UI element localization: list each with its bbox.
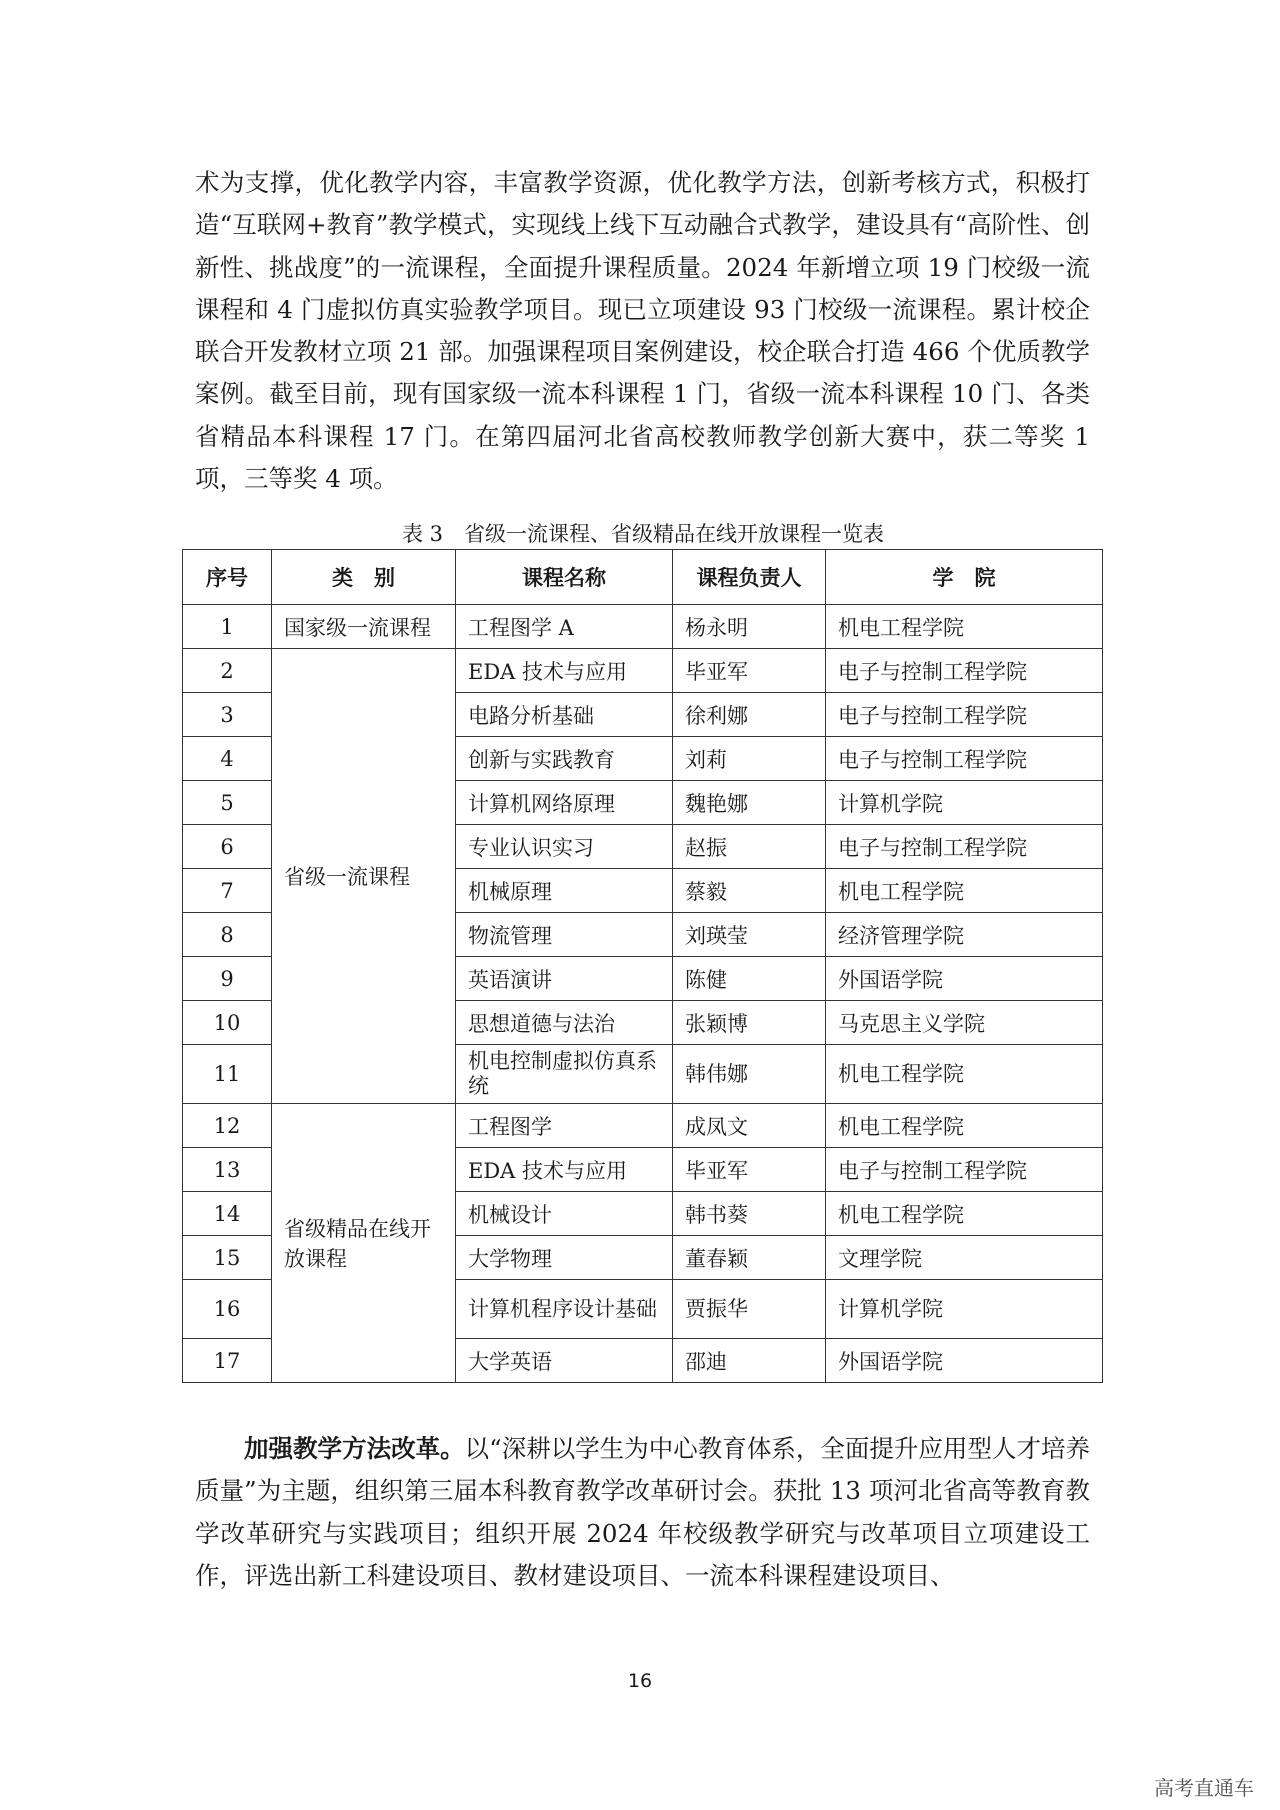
course-cell: 计算机程序设计基础 bbox=[456, 1280, 673, 1339]
college-cell: 电子与控制工程学院 bbox=[826, 693, 1103, 737]
course-cell: 大学英语 bbox=[456, 1339, 673, 1383]
category-cell: 省级精品在线开放课程 bbox=[272, 1104, 456, 1383]
owner-cell: 徐利娜 bbox=[673, 693, 826, 737]
category-cell: 国家级一流课程 bbox=[272, 605, 456, 649]
reform-paragraph bbox=[195, 1428, 1090, 1597]
header-owner: 课程负责人 bbox=[673, 550, 826, 605]
course-cell: EDA 技术与应用 bbox=[456, 649, 673, 693]
row-index: 1 bbox=[183, 605, 272, 649]
college-cell: 马克思主义学院 bbox=[826, 1001, 1103, 1045]
owner-cell: 杨永明 bbox=[673, 605, 826, 649]
header-course: 课程名称 bbox=[456, 550, 673, 605]
course-cell: 工程图学 A bbox=[456, 605, 673, 649]
row-index: 14 bbox=[183, 1192, 272, 1236]
college-cell: 机电工程学院 bbox=[826, 1192, 1103, 1236]
category-cell: 省级一流课程 bbox=[272, 649, 456, 1104]
course-cell: 电路分析基础 bbox=[456, 693, 673, 737]
reform-lead: 加强教学方法改革。 bbox=[244, 1434, 465, 1463]
table-caption: 表 3 省级一流课程、省级精品在线开放课程一览表 bbox=[401, 522, 885, 546]
college-cell: 机电工程学院 bbox=[826, 605, 1103, 649]
course-cell: 大学物理 bbox=[456, 1236, 673, 1280]
college-cell: 计算机学院 bbox=[826, 1280, 1103, 1339]
college-cell: 文理学院 bbox=[826, 1236, 1103, 1280]
course-cell: 机电控制虚拟仿真系统 bbox=[456, 1045, 673, 1104]
college-cell: 电子与控制工程学院 bbox=[826, 1148, 1103, 1192]
header-category: 类 别 bbox=[272, 550, 456, 605]
row-index: 10 bbox=[183, 1001, 272, 1045]
row-index: 8 bbox=[183, 913, 272, 957]
owner-cell: 张颖博 bbox=[673, 1001, 826, 1045]
row-index: 17 bbox=[183, 1339, 272, 1383]
college-cell: 电子与控制工程学院 bbox=[826, 649, 1103, 693]
row-index: 13 bbox=[183, 1148, 272, 1192]
row-index: 12 bbox=[183, 1104, 272, 1148]
table-row bbox=[183, 605, 1103, 649]
college-cell: 外国语学院 bbox=[826, 1339, 1103, 1383]
table-row bbox=[183, 1104, 1103, 1148]
owner-cell: 邵迪 bbox=[673, 1339, 826, 1383]
course-cell: 机械原理 bbox=[456, 869, 673, 913]
owner-cell: 贾振华 bbox=[673, 1280, 826, 1339]
owner-cell: 刘莉 bbox=[673, 737, 826, 781]
row-index: 3 bbox=[183, 693, 272, 737]
course-cell: 创新与实践教育 bbox=[456, 737, 673, 781]
owner-cell: 刘瑛莹 bbox=[673, 913, 826, 957]
row-index: 2 bbox=[183, 649, 272, 693]
intro-paragraph: 术为支撑，优化教学内容，丰富教学资源，优化教学方法，创新考核方式，积极打造“互联网+教育”教学模式，实现线上线下互动融合式教学，建设具有“高阶性、创新性、挑战度”的一流课程，全面提升课程质量。2024 年新增立项 19 门校级一流课程和 4 门虚拟仿真实验教学项目。现已立项建设 93 门校级一流课程。累计校企联合开发教材立项 21 部。加强课程项目案例建设，校企联合打造 466 个优质教学案例。截至目前，现有国家级一流本科课程 1 门，省级一流本科课程 10 门、各类省精品本科课程 17 门。在第四届河北省高校教师教学创新大赛中，获二等奖 1 项，三等奖 4 项。 bbox=[195, 168, 1090, 494]
college-cell: 机电工程学院 bbox=[826, 869, 1103, 913]
table-row bbox=[183, 649, 1103, 693]
owner-cell: 韩书葵 bbox=[673, 1192, 826, 1236]
college-cell: 机电工程学院 bbox=[826, 1104, 1103, 1148]
row-index: 9 bbox=[183, 957, 272, 1001]
college-cell: 经济管理学院 bbox=[826, 913, 1103, 957]
course-cell: EDA 技术与应用 bbox=[456, 1148, 673, 1192]
row-index: 7 bbox=[183, 869, 272, 913]
owner-cell: 魏艳娜 bbox=[673, 781, 826, 825]
row-index: 5 bbox=[183, 781, 272, 825]
reform-body: 以“深耕以学生为中心教育体系，全面提升应用型人才培养质量”为主题，组织第三届本科教育教学改革研讨会。获批 13 项河北省高等教育教学改革研究与实践项目；组织开展 2024 年校级教学研究与改革项目立项建设工作，评选出新工科建设项目、教材建设项目、一流本科课程建设项目、 bbox=[195, 1434, 1090, 1590]
owner-cell: 毕亚军 bbox=[673, 1148, 826, 1192]
owner-cell: 毕亚军 bbox=[673, 649, 826, 693]
course-table bbox=[182, 549, 1103, 1383]
owner-cell: 陈健 bbox=[673, 957, 826, 1001]
college-cell: 电子与控制工程学院 bbox=[826, 737, 1103, 781]
row-index: 6 bbox=[183, 825, 272, 869]
course-cell: 思想道德与法治 bbox=[456, 1001, 673, 1045]
owner-cell: 韩伟娜 bbox=[673, 1045, 826, 1104]
page-number: 16 bbox=[627, 1670, 653, 1692]
owner-cell: 董春颖 bbox=[673, 1236, 826, 1280]
owner-cell: 成凤文 bbox=[673, 1104, 826, 1148]
course-cell: 机械设计 bbox=[456, 1192, 673, 1236]
owner-cell: 蔡毅 bbox=[673, 869, 826, 913]
course-cell: 计算机网络原理 bbox=[456, 781, 673, 825]
header-index: 序号 bbox=[183, 550, 272, 605]
row-index: 4 bbox=[183, 737, 272, 781]
course-cell: 英语演讲 bbox=[456, 957, 673, 1001]
course-cell: 工程图学 bbox=[456, 1104, 673, 1148]
course-cell: 专业认识实习 bbox=[456, 825, 673, 869]
college-cell: 计算机学院 bbox=[826, 781, 1103, 825]
row-index: 11 bbox=[183, 1045, 272, 1104]
row-index: 16 bbox=[183, 1280, 272, 1339]
watermark: 高考直通车 bbox=[1154, 1776, 1254, 1800]
course-cell: 物流管理 bbox=[456, 913, 673, 957]
table-header-row bbox=[183, 550, 1103, 605]
header-college: 学 院 bbox=[826, 550, 1103, 605]
college-cell: 机电工程学院 bbox=[826, 1045, 1103, 1104]
college-cell: 电子与控制工程学院 bbox=[826, 825, 1103, 869]
owner-cell: 赵振 bbox=[673, 825, 826, 869]
row-index: 15 bbox=[183, 1236, 272, 1280]
college-cell: 外国语学院 bbox=[826, 957, 1103, 1001]
